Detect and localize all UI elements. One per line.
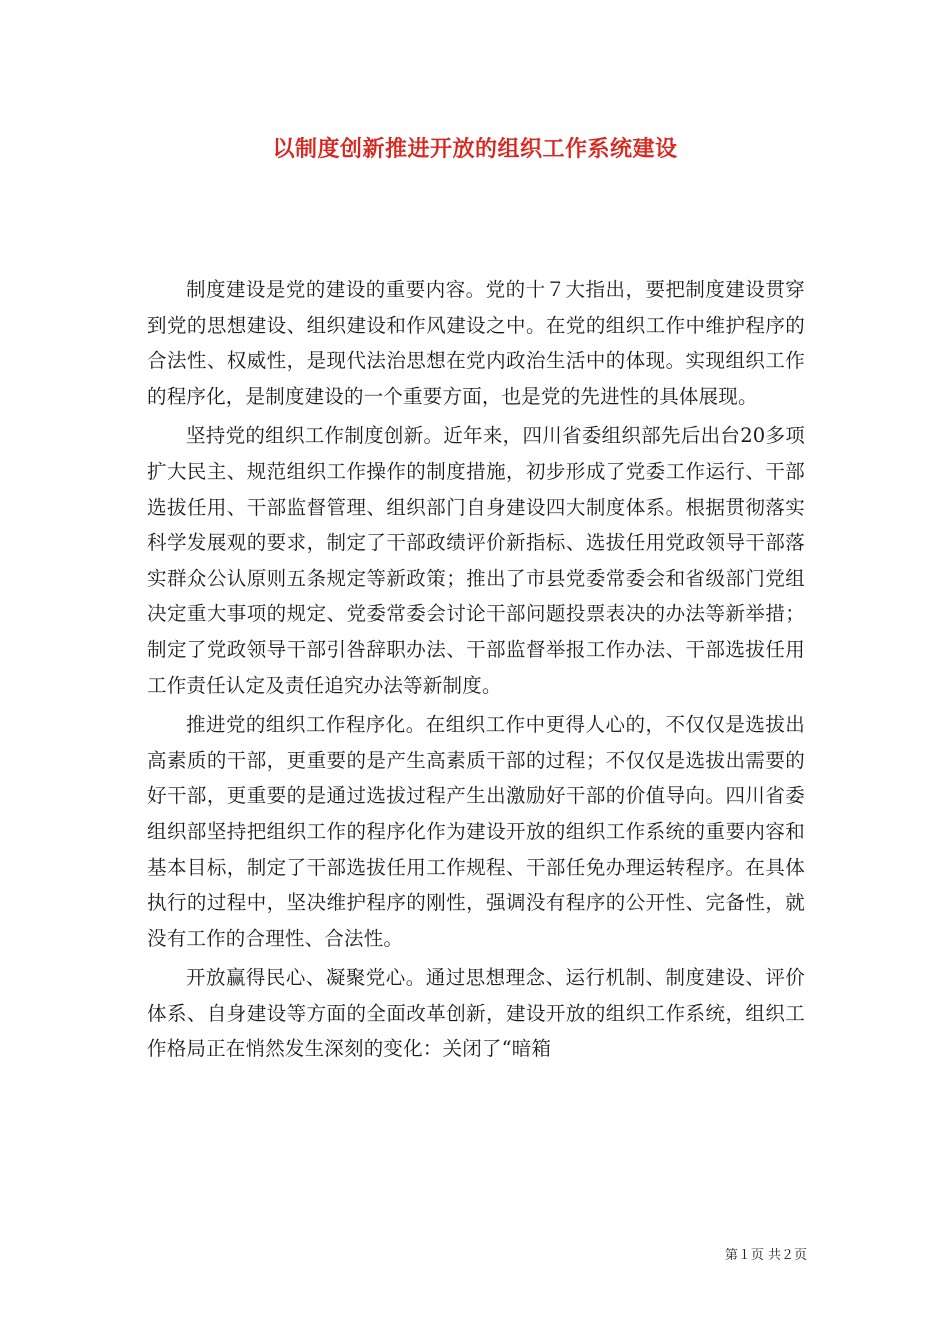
paragraph-3: 推进党的组织工作程序化。在组织工作中更得人心的，不仅仅是选拔出高素质的干部，更重要的是产生高素质干部的过程；不仅仅是选拔出需要的好干部，更重要的是通过选拔过程产生出激励好干部的价值导向。四川省委组织部坚持把组织工作的程序化作为建设开放的组织工作系统的重要内容和基本目标，制定了干部选拔任用工作规程、干部任免办理运转程序。在具体执行的过程中，坚决维护程序的刚性，强调没有程序的公开性、完备性，就没有工作的合理性、合法性。 [147,713,805,950]
paragraph-1: 制度建设是党的建设的重要内容。党的十７大指出，要把制度建设贯穿到党的思想建设、组织建设和作风建设之中。在党的组织工作中维护程序的合法性、权威性，是现代法治思想在党内政治生活中的体现。实现组织工作的程序化，是制度建设的一个重要方面，也是党的先进性的具体展现。 [147,278,805,408]
document-body [147,272,805,1071]
paragraph-2: 坚持党的组织工作制度创新。近年来，四川省委组织部先后出台20多项扩大民主、规范组织工作操作的制度措施，初步形成了党委工作运行、干部选拔任用、干部监督管理、组织部门自身建设四大制度体系。根据贯彻落实科学发展观的要求，制定了干部政绩评价新指标、选拔任用党政领导干部落实群众公认原则五条规定等新政策；推出了市县党委常委会和省级部门党组决定重大事项的规定、党委常委会讨论干部问题投票表决的办法等新举措；制定了党政领导干部引咎辞职办法、干部监督举报工作办法、干部选拔任用工作责任认定及责任追究办法等新制度。 [147,424,805,697]
page-number-footer: 第１页 共２页 [724,1248,807,1263]
paragraph-4: 开放赢得民心、凝聚党心。通过思想理念、运行机制、制度建设、评价体系、自身建设等方面的全面改革创新，建设开放的组织工作系统，组织工作格局正在悄然发生深刻的变化：关闭了“暗箱 [147,966,805,1061]
document-title: 以制度创新推进开放的组织工作系统建设 [272,136,678,162]
